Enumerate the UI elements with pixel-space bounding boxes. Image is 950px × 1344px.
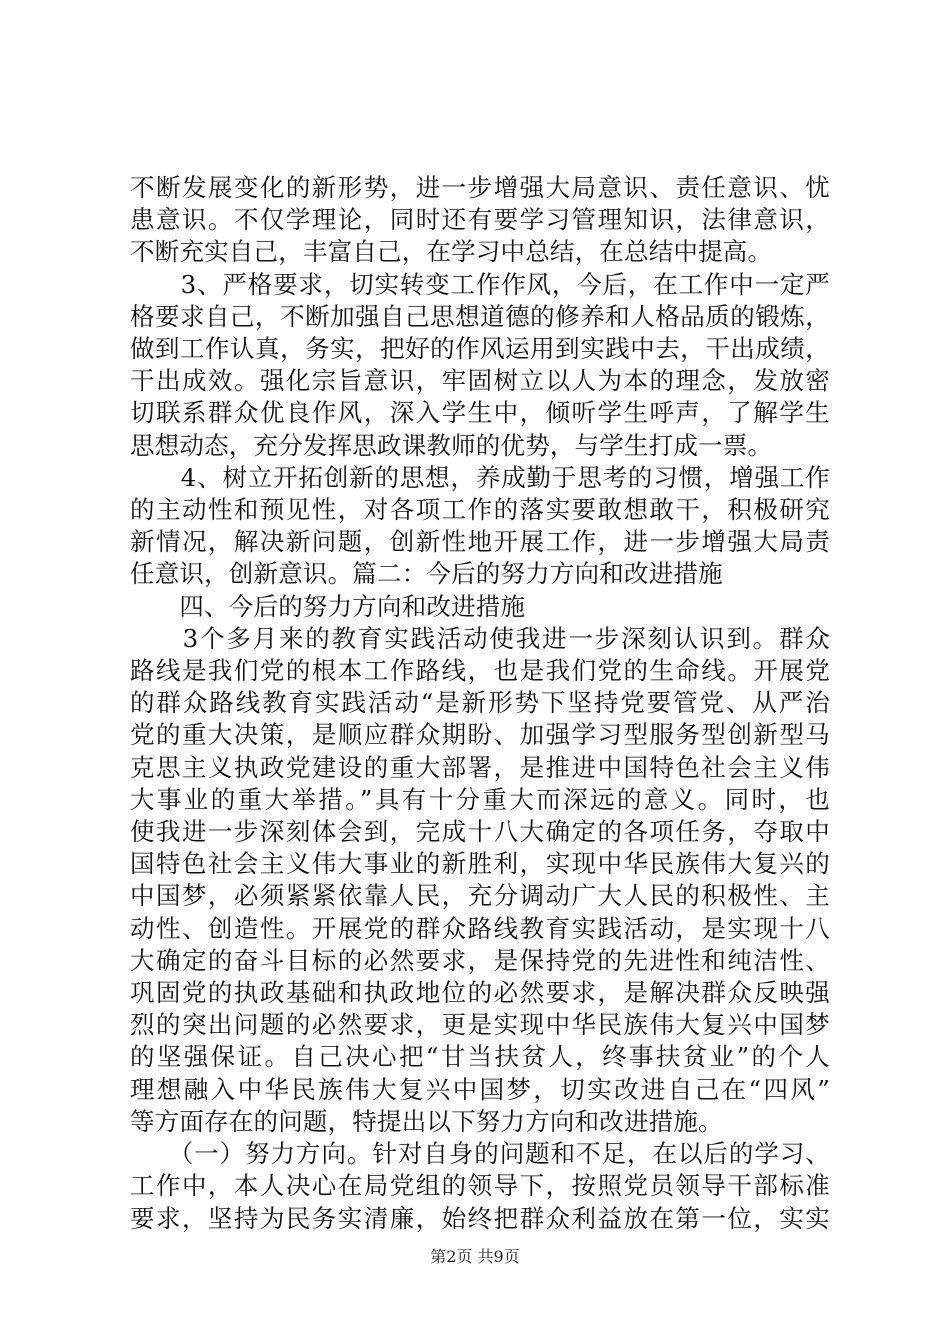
text-line: 党的重大决策，是顺应群众期盼、加强学习型服务型创新型马 xyxy=(130,720,830,750)
text-line: （一）努力方向。针对自身的问题和不足，在以后的学习、 xyxy=(130,1139,830,1169)
text-line: 新情况，解决新问题，创新性地开展工作，进一步增强大局责 xyxy=(130,527,830,557)
text-line: 克思主义执政党建设的重大部署，是推进中国特色社会主义伟 xyxy=(130,752,830,782)
text-line: 3个多月来的教育实践活动使我进一步深刻认识到。群众 xyxy=(130,623,830,653)
text-line: 切联系群众优良作风，深入学生中，倾听学生呼声，了解学生 xyxy=(130,398,830,428)
text-line: 不断充实自己，丰富自己，在学习中总结，在总结中提高。 xyxy=(130,237,773,267)
text-line: 3、严格要求，切实转变工作作风，今后，在工作中一定严 xyxy=(130,269,830,299)
document-body xyxy=(130,172,830,1235)
text-line: 的坚强保证。自己决心把“甘当扶贫人，终事扶贫业”的个人 xyxy=(130,1042,830,1072)
text-line: 的主动性和预见性，对各项工作的落实要敢想敢干，积极研究 xyxy=(130,495,830,525)
text-line: 路线是我们党的根本工作路线，也是我们党的生命线。开展党 xyxy=(130,656,830,686)
text-line: 工作中，本人决心在局党组的领导下，按照党员领导干部标准 xyxy=(130,1171,830,1201)
text-line: 格要求自己，不断加强自己思想道德的修养和人格品质的锻炼， xyxy=(130,301,830,331)
text-line: 大事业的重大举措。”具有十分重大而深远的意义。同时，也 xyxy=(130,784,830,814)
text-line: 大确定的奋斗目标的必然要求，是保持党的先进性和纯洁性、 xyxy=(130,945,830,975)
text-line: 做到工作认真，务实，把好的作风运用到实践中去，干出成绩， xyxy=(130,334,830,364)
text-line: 动性、创造性。开展党的群众路线教育实践活动，是实现十八 xyxy=(130,913,830,943)
page-footer: 第2页 共9页 xyxy=(430,1247,520,1266)
text-line: 不断发展变化的新形势，进一步增强大局意识、责任意识、忧 xyxy=(130,173,830,202)
text-line: 的群众路线教育实践活动“是新形势下坚持党要管党、从严治 xyxy=(130,688,830,718)
text-line: 巩固党的执政基础和执政地位的必然要求，是解决群众反映强 xyxy=(130,978,830,1008)
text-line: 四、今后的努力方向和改进措施 xyxy=(130,591,526,621)
text-line: 要求，坚持为民务实清廉，始终把群众利益放在第一位，实实 xyxy=(130,1203,830,1233)
text-line: 烈的突出问题的必然要求，更是实现中华民族伟大复兴中国梦 xyxy=(130,1010,830,1040)
text-line: 任意识，创新意识。篇二：今后的努力方向和改进措施 xyxy=(130,559,723,589)
text-line: 4、树立开拓创新的思想，养成勤于思考的习惯，增强工作 xyxy=(130,462,830,492)
text-line: 使我进一步深刻体会到，完成十八大确定的各项任务，夺取中 xyxy=(130,817,830,847)
text-line: 等方面存在的问题，特提出以下努力方向和改进措施。 xyxy=(130,1106,723,1136)
text-line: 中国梦，必须紧紧依靠人民，充分调动广大人民的积极性、主 xyxy=(130,881,830,911)
text-line: 理想融入中华民族伟大复兴中国梦，切实改进自己在“四风” xyxy=(130,1074,830,1104)
text-line: 患意识。不仅学理论，同时还有要学习管理知识，法律意识， xyxy=(130,205,830,235)
text-line: 思想动态，充分发挥思政课教师的优势，与学生打成一票。 xyxy=(130,430,773,460)
text-line: 国特色社会主义伟大事业的新胜利，实现中华民族伟大复兴的 xyxy=(130,849,830,879)
text-line: 干出成效。强化宗旨意识，牢固树立以人为本的理念，发放密 xyxy=(130,366,830,396)
